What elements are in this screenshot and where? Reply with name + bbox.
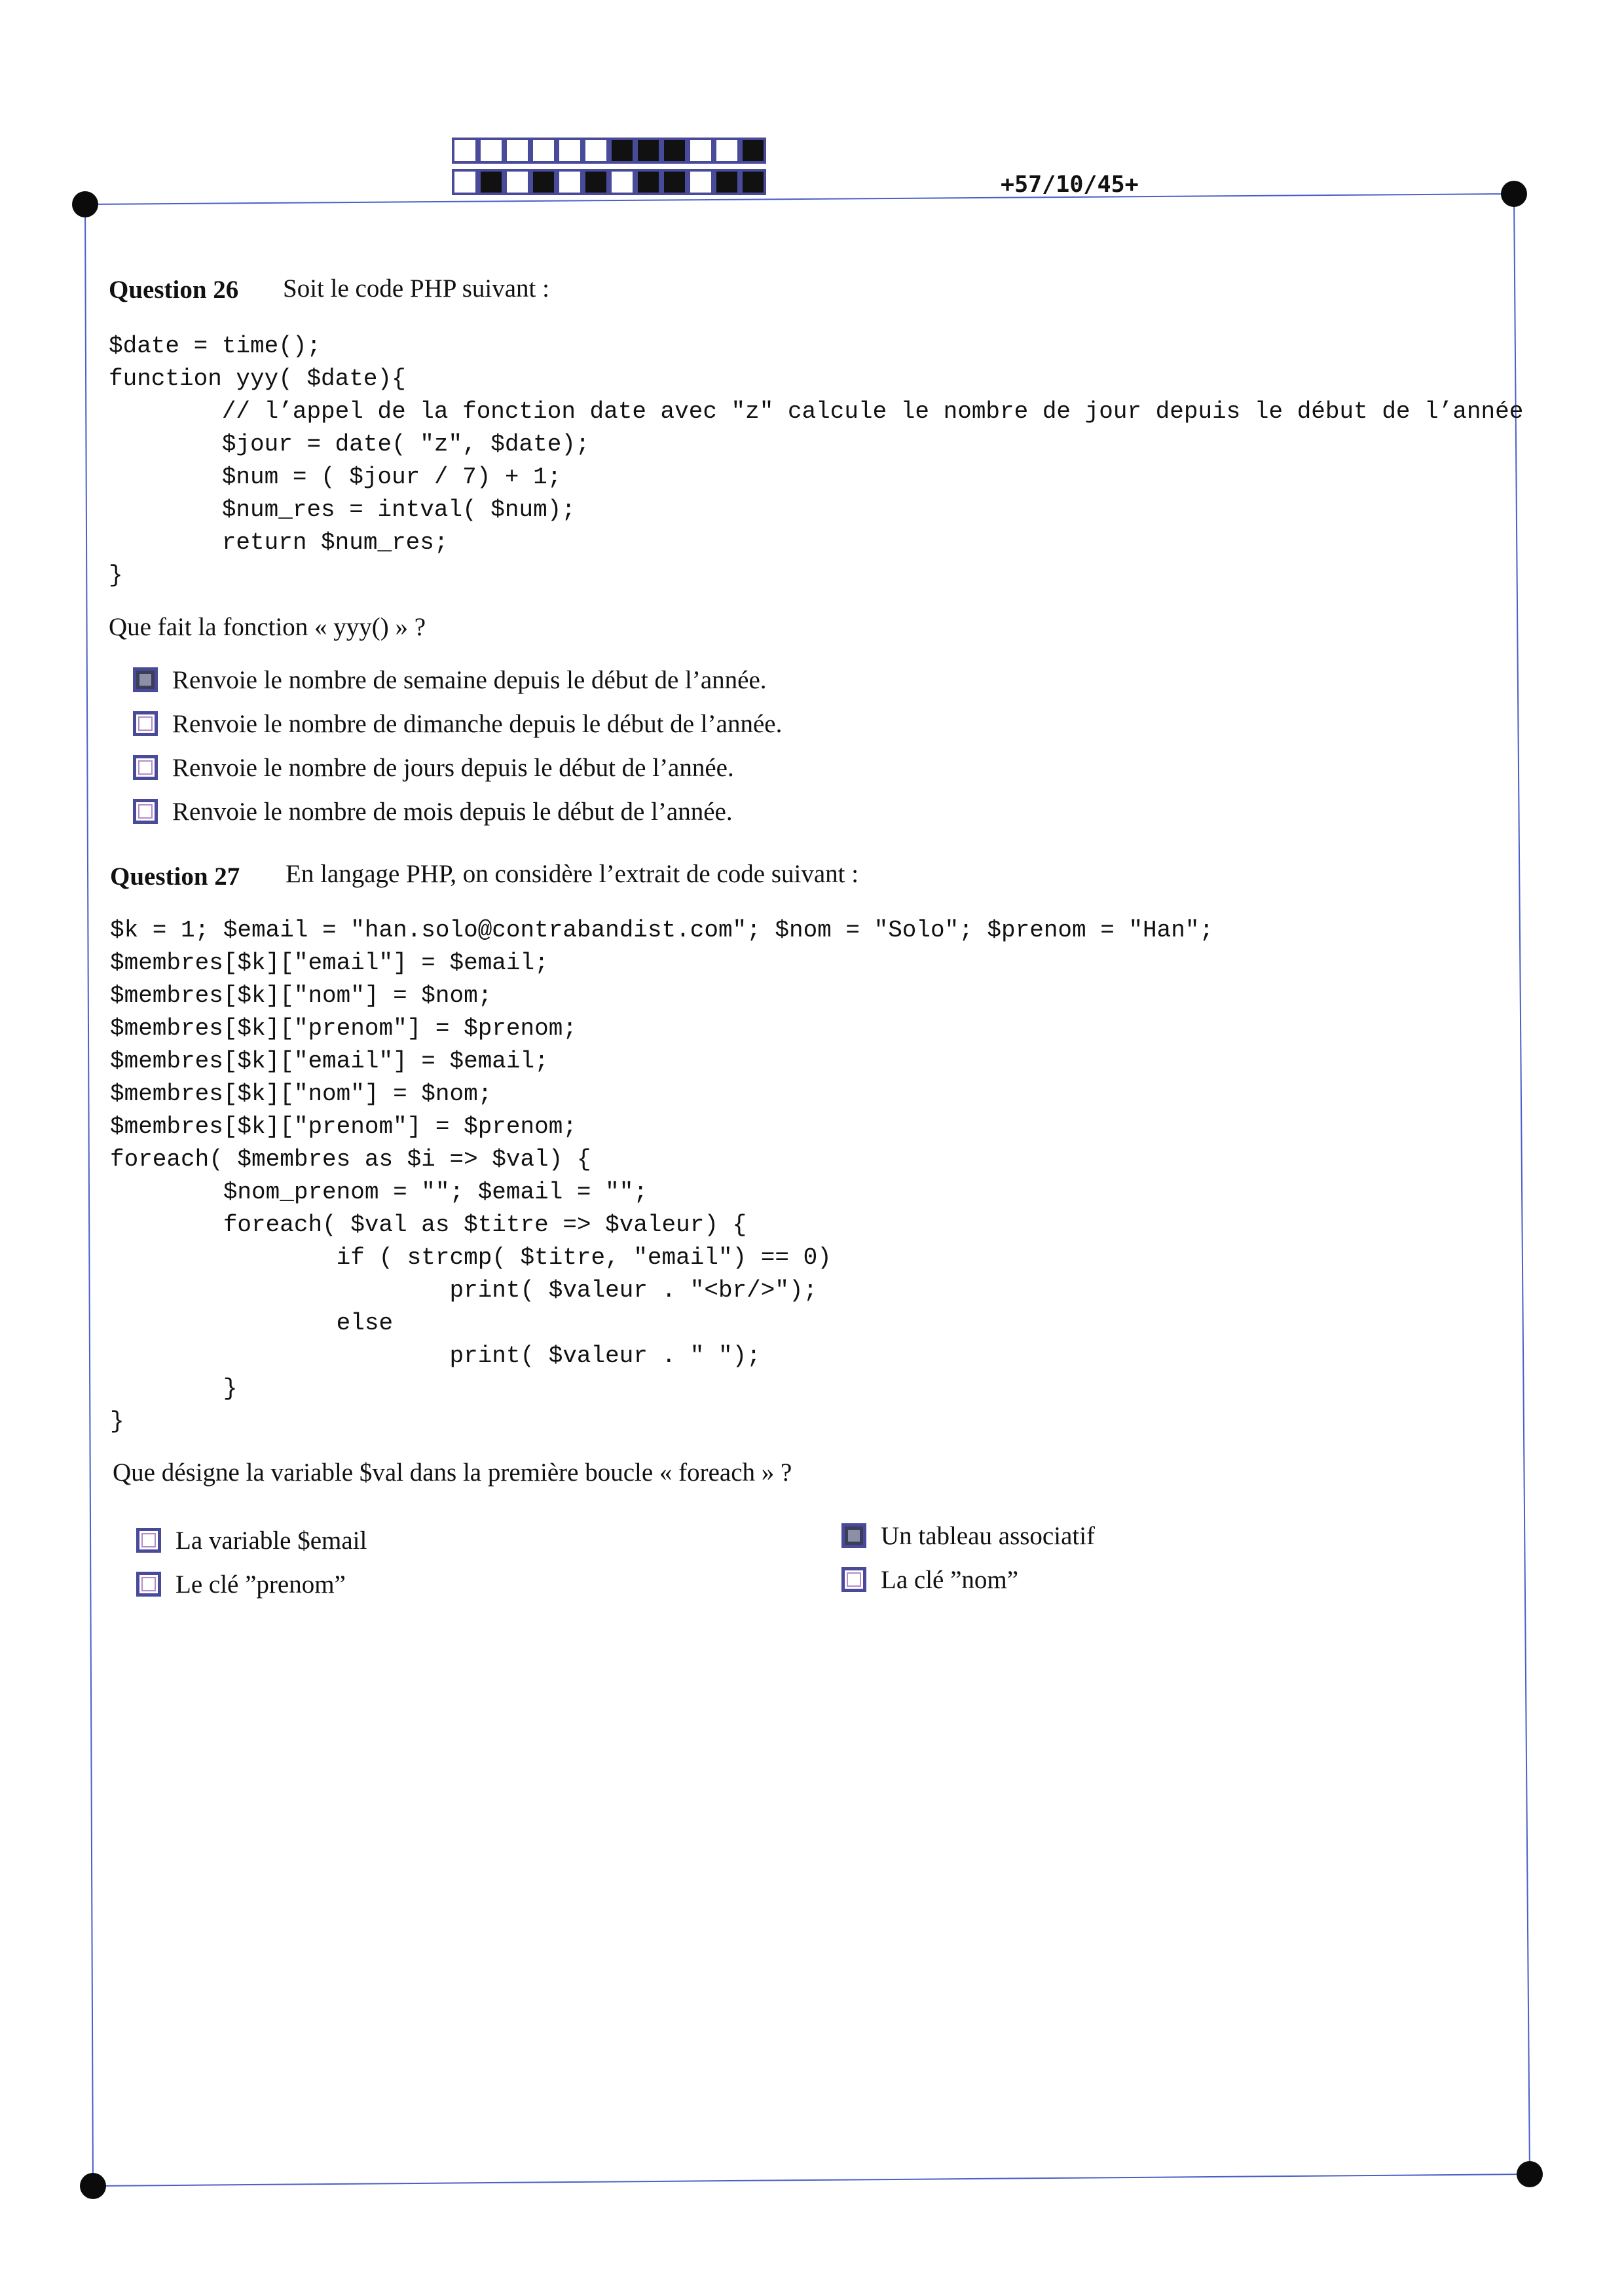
corner-marker-bottom-right <box>1517 2161 1543 2187</box>
q27-option-2-checkbox[interactable] <box>136 1572 161 1597</box>
q27-option-3[interactable] <box>841 1519 1095 1552</box>
q27-option-3-label: Un tableau associatif <box>881 1521 1096 1550</box>
q27-option-4-checkbox[interactable] <box>841 1567 866 1592</box>
q27-option-3-checkbox[interactable] <box>841 1523 866 1548</box>
q26-option-4-label: Renvoie le nombre de mois depuis le début de l’année. <box>172 797 733 826</box>
q27-option-1-checkbox[interactable] <box>136 1528 161 1553</box>
q27-option-2[interactable] <box>136 1568 346 1601</box>
q26-option-2-label: Renvoie le nombre de dimanche depuis le début de l’année. <box>172 709 783 738</box>
q26-option-3-label: Renvoie le nombre de jours depuis le début de l’année. <box>172 753 734 782</box>
corner-marker-top-left <box>72 191 98 217</box>
sheet-id: +57/10/45+ <box>1001 172 1139 198</box>
question-27-code: $k = 1; $email = "han.solo@contrabandist.com"; $nom = "Solo"; $prenom = "Han"; $membres[$k]["email"] = $email; $membres[$k]["nom"] = $nom; $membres[$k]["prenom"] = $prenom; $membres[$k]["email"] = $email; $membres[$k]["nom"] = $nom; $membres[$k]["prenom"] = $prenom; foreach( $membres as $i => $val) { $nom_prenom = ""; $email = ""; foreach( $val as $titre => $valeur) { if ( strcmp( $titre, "email") == 0) print( $valeur . "<br/>"); else print( $valeur . " "); } } <box>110 917 1214 1435</box>
q26-option-2[interactable] <box>133 707 782 740</box>
question-26-code: $date = time(); function yyy( $date){ // l’appel de la fonction date avec "z" calcule le nombre de jour depuis le début de l’année $jour = date( "z", $date); $num = ( $jour / 7) + 1; $num_res = intval( $num); return $num_res; } <box>109 333 1524 589</box>
q26-option-1[interactable] <box>133 663 767 696</box>
q27-option-1-label: La variable $email <box>175 1526 367 1555</box>
q27-option-1[interactable] <box>136 1524 367 1557</box>
q26-option-1-label: Renvoie le nombre de semaine depuis le début de l’année. <box>172 665 767 694</box>
question-27-intro: En langage PHP, on considère l’extrait de code suivant : <box>286 860 859 888</box>
question-26-intro: Soit le code PHP suivant : <box>283 274 549 303</box>
question-26-title: Question 26 <box>109 276 239 304</box>
header-barcode <box>452 138 766 203</box>
question-27-prompt: Que désigne la variable $val dans la première boucle « foreach » ? <box>113 1458 792 1487</box>
q27-option-4-label: La clé ”nom” <box>881 1565 1019 1594</box>
corner-marker-top-right <box>1501 181 1527 207</box>
q27-option-4[interactable] <box>841 1563 1018 1596</box>
q26-option-3-checkbox[interactable] <box>133 755 158 780</box>
q26-option-3[interactable] <box>133 751 734 784</box>
q26-option-2-checkbox[interactable] <box>133 711 158 736</box>
question-27-title: Question 27 <box>110 862 240 891</box>
question-26-prompt: Que fait la fonction « yyy() » ? <box>109 613 426 641</box>
corner-marker-bottom-left <box>80 2173 106 2199</box>
q26-option-4[interactable] <box>133 795 733 828</box>
q27-option-2-label: Le clé ”prenom” <box>175 1570 346 1599</box>
q26-option-4-checkbox[interactable] <box>133 799 158 824</box>
q26-option-1-checkbox[interactable] <box>133 667 158 692</box>
